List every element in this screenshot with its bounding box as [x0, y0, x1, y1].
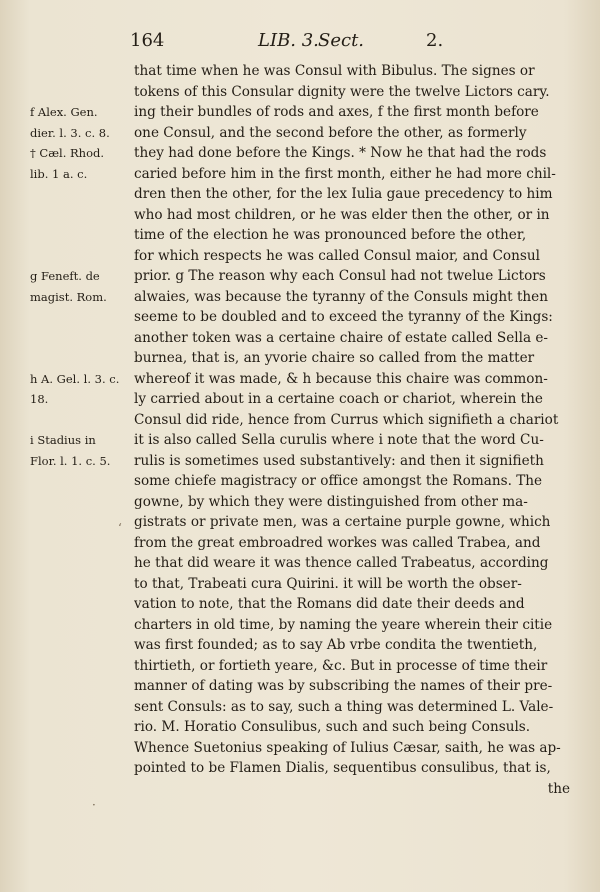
text-line: Whence Suetonius speaking of Iulius Cæsar, saith, he was ap-	[134, 739, 561, 756]
text-line: gistrats or private men, was a certaine purple gowne, which	[134, 514, 551, 530]
text-line: burnea, that is, an yvorie chaire so called from the matter	[134, 350, 535, 366]
page-number: 164	[130, 30, 165, 51]
margin-note: 18.	[30, 392, 49, 406]
text-line: sent Consuls: as to say, such a thing was determined L. Vale-	[134, 698, 554, 715]
body-text	[134, 61, 572, 799]
signature-mark: 2.	[426, 30, 444, 51]
margin-note: lib. 1 a. c.	[30, 166, 88, 181]
margin-note: i Stadius in	[30, 433, 96, 447]
text-line: rulis is sometimes used substantively: and then it signifieth	[134, 452, 544, 469]
text-line: time of the election he was pronounced before the other,	[134, 227, 527, 243]
text-line: for which respects he was called Consul maior, and Consul	[134, 247, 540, 264]
margin-note: † Cæl. Rhod.	[30, 146, 105, 160]
text-line: thirtieth, or fortieth yeare, &c. But in processe of time their	[134, 657, 548, 674]
text-line: alwaies, was because the tyranny of the Consuls might then	[134, 288, 548, 305]
text-line: whereof it was made, & h because this chaire was common-	[134, 370, 548, 387]
margin-mark: ‘	[118, 521, 122, 535]
margin-note: f Alex. Gen.	[30, 105, 98, 119]
text-line: one Consul, and the second before the other, as formerly	[134, 124, 527, 141]
text-line: was first founded; as to say Ab vrbe condita the twentieth,	[134, 637, 538, 653]
text-line: some chiefe magistracy or office amongst the Romans. The	[134, 473, 543, 489]
text-line: from the great embroadred workes was called Trabea, and	[134, 534, 541, 551]
text-line: Consul did ride, hence from Currus which signifieth a chariot	[134, 411, 559, 428]
text-line: tokens of this Consular dignity were the twelve Lictors cary.	[134, 83, 550, 100]
catchword: the	[547, 780, 570, 797]
text-line: that time when he was Consul with Bibulus. The signes or	[134, 63, 535, 79]
text-line: ly carried about in a certaine coach or chariot, wherein the	[134, 391, 543, 407]
text-line: dren then the other, for the lex Iulia gaue precedency to him	[134, 186, 553, 202]
margin-note: Flor. l. 1. c. 5.	[30, 453, 111, 468]
text-line: they had done before the Kings. * Now he that had the rods	[134, 145, 547, 161]
text-line: to that, Trabeati cura Quirini. it will be worth the obser-	[134, 575, 522, 592]
text-line: another token was a certaine chaire of estate called Sella e-	[134, 329, 549, 346]
text-line: rio. M. Horatio Consulibus, such and such being Consuls.	[134, 719, 531, 735]
text-line: gowne, by which they were distinguished from other ma-	[134, 493, 528, 510]
margin-mark: ·	[92, 798, 96, 812]
text-line: charters in old time, by naming the yeare wherein their citie	[134, 616, 553, 633]
text-line: he that did weare it was thence called Trabeatus, according	[134, 555, 549, 571]
text-line: ing their bundles of rods and axes, f the first month before	[134, 104, 539, 120]
text-line: caried before him in the first month, either he had more chil-	[134, 165, 556, 182]
margin-note: g Feneft. de	[30, 269, 100, 283]
text-line: manner of dating was by subscribing the names of their pre-	[134, 678, 553, 694]
page-header	[128, 30, 448, 56]
text-line: it is also called Sella curulis where i note that the word Cu-	[134, 432, 544, 448]
text-line: vation to note, that the Romans did date their deeds and	[134, 596, 525, 612]
running-title: LIB. 3.	[258, 30, 319, 51]
text-line: pointed to be Flamen Dialis, sequentibus consulibus, that is,	[134, 760, 551, 776]
text-line: seeme to be doubled and to exceed the tyranny of the Kings:	[134, 309, 553, 325]
text-line: who had most children, or he was elder then the other, or in	[134, 206, 550, 223]
text-line: prior. g The reason why each Consul had not twelue Lictors	[134, 268, 546, 284]
margin-note: magist. Rom.	[30, 289, 107, 304]
section-label: Sect.	[318, 30, 365, 51]
margin-note: dier. l. 3. c. 8.	[30, 125, 110, 140]
margin-note: h A. Gel. l. 3. c.	[30, 371, 120, 386]
